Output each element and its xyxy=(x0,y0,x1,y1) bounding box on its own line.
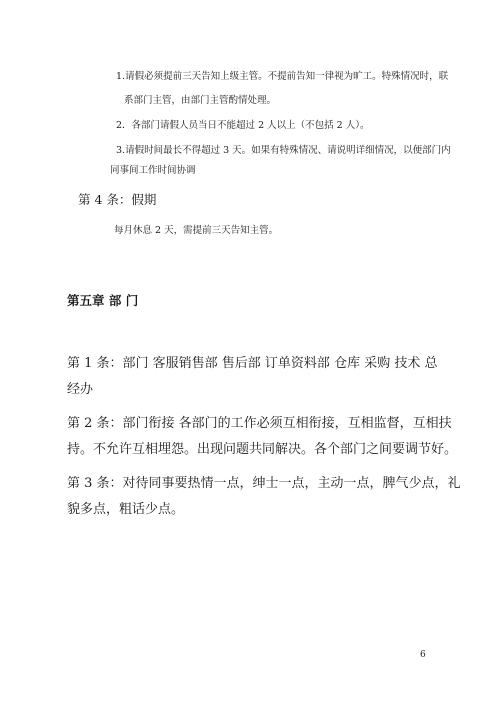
list-item-3-line-1: 3.请假时间最长不得超过 3 天。如果有特殊情况、请说明详细情况，以便部门内 xyxy=(116,145,451,156)
article-4-body: 每月休息 2 天，需提前三天告知主管。 xyxy=(114,225,279,236)
article-4-heading: 第 4 条：假期 xyxy=(78,192,157,207)
article-2-line-2: 持。不允许互相埋怨。出现问题共同解决。各个部门之间要调节好。 xyxy=(67,442,458,457)
article-1-line-1: 第 1 条：部门 客服销售部 售后部 订单资料部 仓库 采购 技术 总 xyxy=(67,356,438,371)
article-3-line-2: 貌多点，粗话少点。 xyxy=(67,502,185,517)
list-item-1-line-2: 系部门主管，由部门主管酌情处理。 xyxy=(124,95,277,106)
page-number: 6 xyxy=(420,650,426,660)
list-item-3-line-2: 同事间工作时间协调 xyxy=(110,165,196,176)
list-item-2: 2．各部门请假人员当日不能超过 2 人以上（不包括 2 人）。 xyxy=(116,120,370,131)
list-item-1-line-1: 1.请假必须提前三天告知上级主管。不提前告知一律视为旷工。特殊情况时，联 xyxy=(116,71,449,82)
chapter-5-title: 第五章 部 门 xyxy=(67,293,139,308)
article-3-line-1: 第 3 条：对待同事要热情一点，绅士一点，主动一点，脾气少点，礼 xyxy=(67,476,461,491)
article-2-line-1: 第 2 条：部门衔接 各部门的工作必须互相衔接，互相监督，互相扶 xyxy=(67,416,452,431)
article-1-line-2: 经办 xyxy=(67,382,94,397)
